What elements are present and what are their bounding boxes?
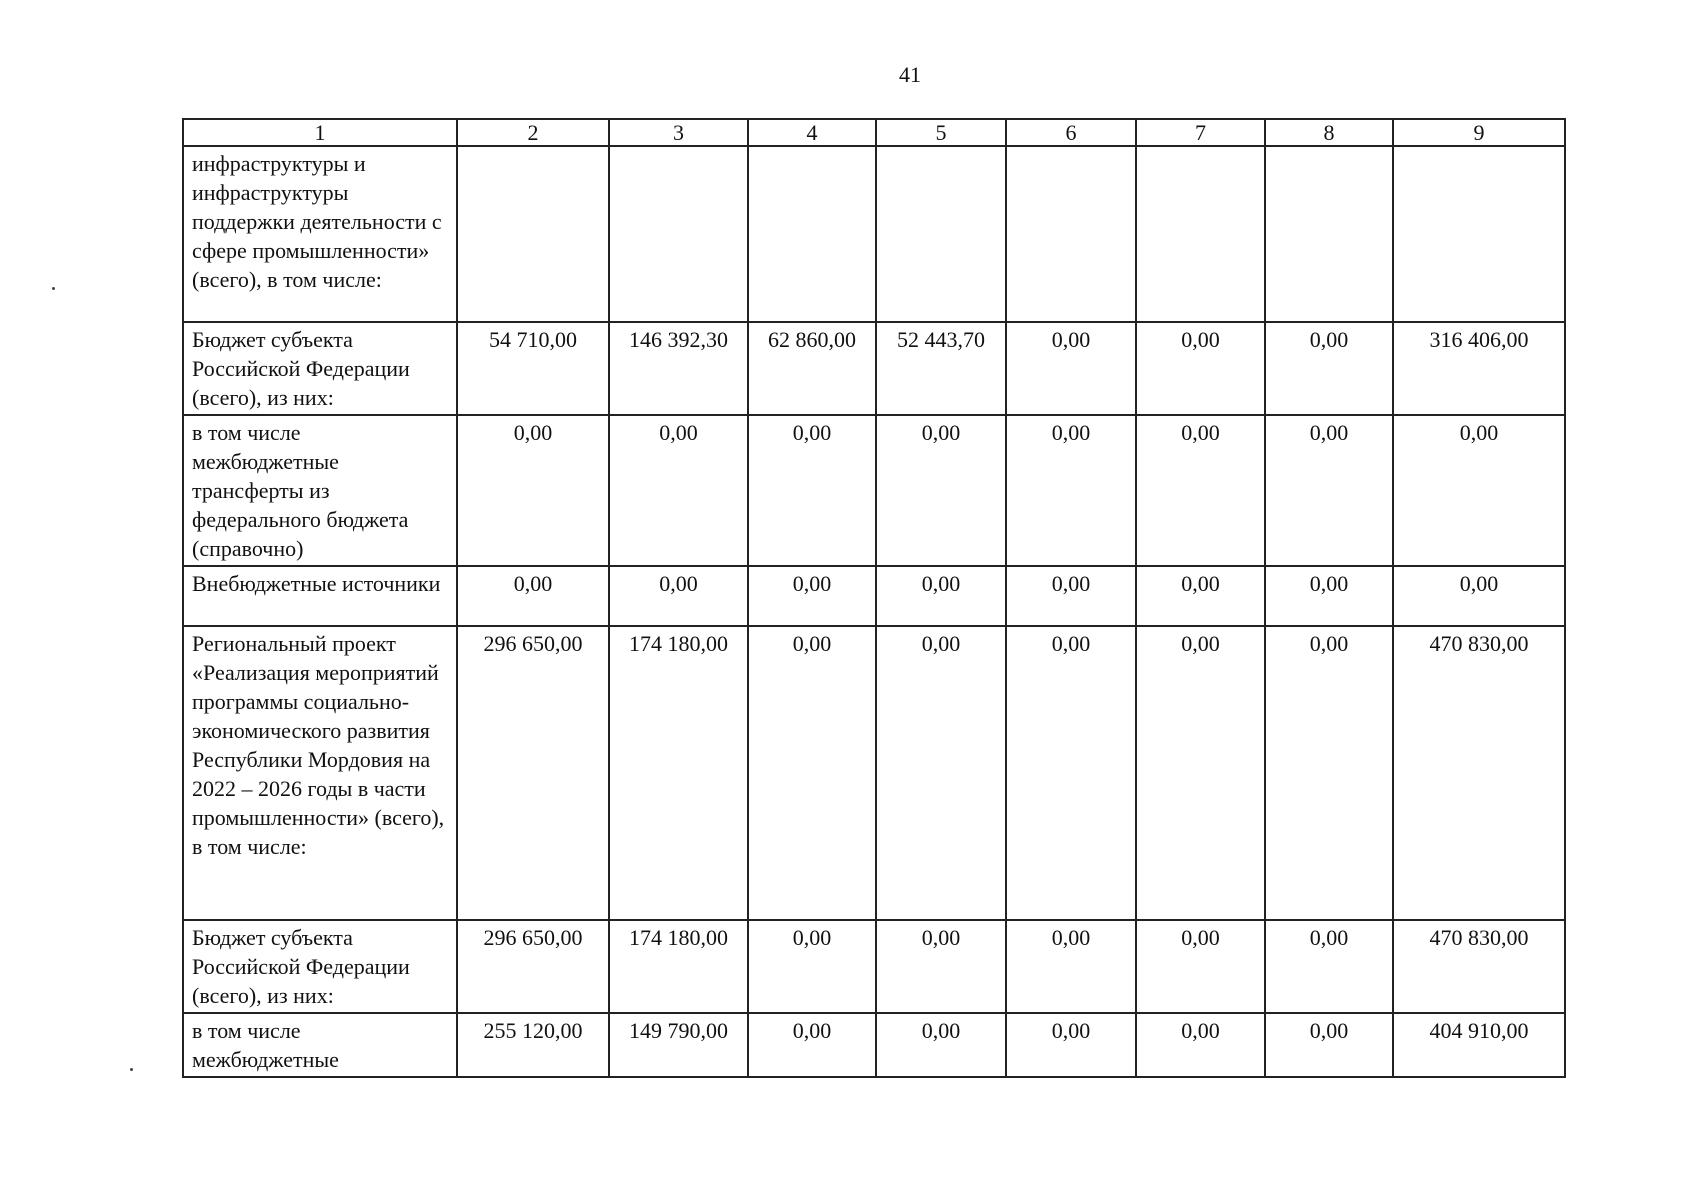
column-header: 1 — [183, 119, 457, 146]
table-cell: 62 860,00 — [748, 322, 876, 415]
table-cell: 0,00 — [609, 415, 748, 566]
table-cell: 0,00 — [876, 566, 1006, 626]
table-cell: 0,00 — [748, 415, 876, 566]
table-cell: 0,00 — [1006, 920, 1136, 1013]
table-cell — [1006, 146, 1136, 322]
table-cell: 0,00 — [1265, 322, 1393, 415]
table-cell: 296 650,00 — [457, 920, 609, 1013]
row-label: инфраструктуры и инфраструктуры поддержки деятельности с сфере промышленности» (всего), в том числе: — [183, 146, 457, 322]
table-row — [183, 1013, 1565, 1077]
table-cell: 0,00 — [1393, 566, 1565, 626]
table-cell: 174 180,00 — [609, 920, 748, 1013]
table-cell: 470 830,00 — [1393, 626, 1565, 920]
row-label: Внебюджетные источники — [183, 566, 457, 626]
table-cell — [457, 146, 609, 322]
table-cell: 0,00 — [876, 920, 1006, 1013]
table-row — [183, 146, 1565, 322]
scan-speck — [130, 1068, 133, 1071]
row-label: Бюджет субъекта Российской Федерации (всего), из них: — [183, 322, 457, 415]
table-cell: 0,00 — [876, 415, 1006, 566]
table-cell: 0,00 — [748, 566, 876, 626]
table-cell — [609, 146, 748, 322]
table-cell: 0,00 — [876, 1013, 1006, 1077]
table-cell: 0,00 — [457, 566, 609, 626]
table-row — [183, 920, 1565, 1013]
table-row — [183, 322, 1565, 415]
table-row — [183, 566, 1565, 626]
table-cell: 0,00 — [1136, 1013, 1265, 1077]
table-cell: 0,00 — [1136, 920, 1265, 1013]
table-cell: 0,00 — [876, 626, 1006, 920]
table-row — [183, 415, 1565, 566]
column-header: 8 — [1265, 119, 1393, 146]
column-header: 5 — [876, 119, 1006, 146]
table-cell: 0,00 — [1265, 920, 1393, 1013]
table-cell: 0,00 — [748, 920, 876, 1013]
scan-speck — [52, 287, 55, 290]
table-cell: 404 910,00 — [1393, 1013, 1565, 1077]
row-label: Региональный проект «Реализация мероприятий программы социально-экономического развития Республики Мордовия на 2022 – 2026 годы в части промышленности» (всего), в том числе: — [183, 626, 457, 920]
table-cell: 0,00 — [1136, 322, 1265, 415]
table-cell: 296 650,00 — [457, 626, 609, 920]
table-cell: 0,00 — [1006, 415, 1136, 566]
table-cell: 470 830,00 — [1393, 920, 1565, 1013]
table-cell: 52 443,70 — [876, 322, 1006, 415]
table-header-row — [183, 119, 1565, 146]
table-cell: 0,00 — [1006, 566, 1136, 626]
table-cell: 0,00 — [1265, 415, 1393, 566]
budget-table — [182, 118, 1566, 1078]
table-cell — [1265, 146, 1393, 322]
table-cell: 316 406,00 — [1393, 322, 1565, 415]
column-header: 7 — [1136, 119, 1265, 146]
row-label: в том числе межбюджетные — [183, 1013, 457, 1077]
column-header: 2 — [457, 119, 609, 146]
table-cell: 0,00 — [609, 566, 748, 626]
column-header: 9 — [1393, 119, 1565, 146]
table-cell: 0,00 — [457, 415, 609, 566]
page-number: 41 — [899, 62, 921, 87]
table-cell: 0,00 — [1006, 1013, 1136, 1077]
table-cell: 0,00 — [1006, 322, 1136, 415]
table-cell: 0,00 — [1265, 626, 1393, 920]
table-row — [183, 626, 1565, 920]
table-cell: 0,00 — [1136, 415, 1265, 566]
row-label: в том числе межбюджетные трансферты из федерального бюджета (справочно) — [183, 415, 457, 566]
table-cell: 255 120,00 — [457, 1013, 609, 1077]
table-cell: 0,00 — [1006, 626, 1136, 920]
table-cell: 0,00 — [1136, 626, 1265, 920]
table-cell: 0,00 — [748, 1013, 876, 1077]
table-cell: 0,00 — [1393, 415, 1565, 566]
row-label: Бюджет субъекта Российской Федерации (всего), из них: — [183, 920, 457, 1013]
column-header: 3 — [609, 119, 748, 146]
table-cell — [876, 146, 1006, 322]
table-cell: 0,00 — [748, 626, 876, 920]
column-header: 4 — [748, 119, 876, 146]
table-cell — [1393, 146, 1565, 322]
table-cell — [748, 146, 876, 322]
table-cell: 0,00 — [1265, 566, 1393, 626]
table-cell: 149 790,00 — [609, 1013, 748, 1077]
column-header: 6 — [1006, 119, 1136, 146]
table-cell: 146 392,30 — [609, 322, 748, 415]
table-cell: 0,00 — [1265, 1013, 1393, 1077]
table-cell — [1136, 146, 1265, 322]
table-cell: 54 710,00 — [457, 322, 609, 415]
table-cell: 174 180,00 — [609, 626, 748, 920]
table-cell: 0,00 — [1136, 566, 1265, 626]
